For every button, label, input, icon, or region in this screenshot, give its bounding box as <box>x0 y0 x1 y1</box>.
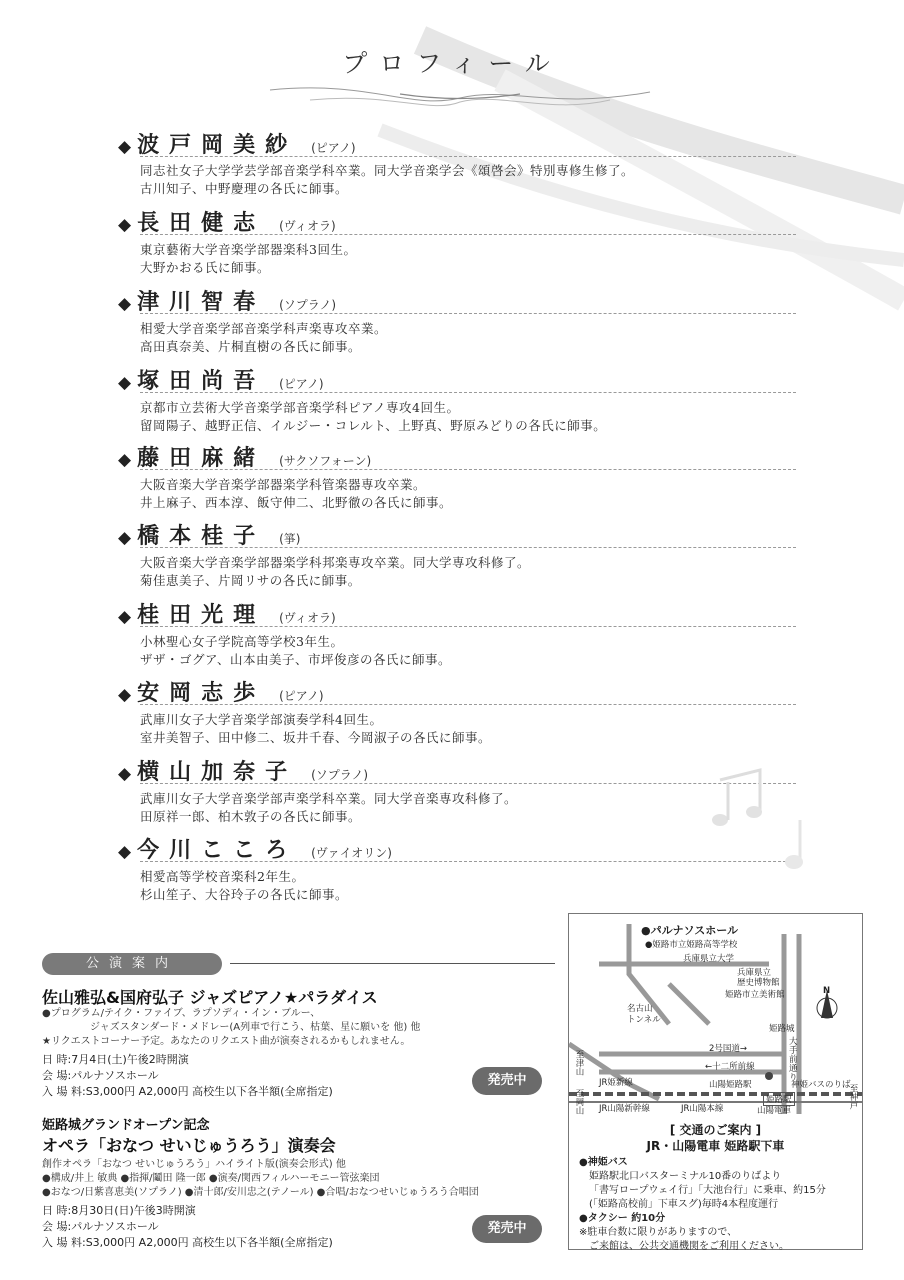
profile-name: 桂田光理 <box>137 603 266 628</box>
profile-bio-line: 留岡陽子、越野正信、イルジー・コレルト、上野真、野原みどりの各氏に師事。 <box>140 418 607 433</box>
profile-instrument: (ヴィオラ) <box>279 219 336 233</box>
map-label-kishin: JR姫新線 <box>599 1078 633 1088</box>
divider <box>230 963 555 964</box>
section-band-concerts: 公演案内 <box>42 953 222 975</box>
north-arrow-icon: N <box>823 986 831 996</box>
on-sale-badge: 発売中 <box>472 1067 542 1095</box>
profile-name: 安岡志歩 <box>137 681 266 706</box>
access-note: ※駐車台数に限りがありますので、 <box>579 1227 738 1238</box>
map-label-route2: 2号国道→ <box>709 1044 748 1054</box>
map-label-nikai: ←十二所前線 <box>705 1062 755 1072</box>
profile-name: 今川こころ <box>137 838 298 863</box>
profile-name: 長田健志 <box>137 211 266 236</box>
profile-name: 藤田麻緒 <box>137 446 266 471</box>
profile-bio-line: 東京藝術大学音楽学部器楽科3回生。 <box>140 242 357 257</box>
profile-bio <box>140 633 451 669</box>
diamond-icon: ◆ <box>118 373 132 393</box>
profile-bio-line: 武庫川女子大学音楽学部声楽学科卒業。同大学音楽専攻科修了。 <box>140 791 518 806</box>
profile-bio-line: 武庫川女子大学音楽学部演奏学科4回生。 <box>140 712 383 727</box>
profile-name-row <box>118 598 336 626</box>
profile-bio-line: 室井美智子、田中修二、坂井千春、今岡淑子の各氏に師事。 <box>140 730 492 745</box>
profile-bio-line: 相愛大学音楽学部音楽学科声楽専攻卒業。 <box>140 321 388 336</box>
profile-bio-line: 杉山笙子、大谷玲子の各氏に師事。 <box>140 887 349 902</box>
event2-detail: ●おなつ/日紫喜恵美(ソプラノ) ●清十郎/安川忠之(テノール) ●合唱/おなつせいじゅうろう合唱団 <box>42 1187 479 1198</box>
diamond-icon: ◆ <box>118 607 132 627</box>
profile-instrument: (ソプラノ) <box>311 768 369 782</box>
profile-bio-line: 古川知子、中野慶理の各氏に師事。 <box>140 181 349 196</box>
profile-name-row <box>118 833 392 861</box>
map-label-tunnel: トンネル <box>627 1015 661 1025</box>
access-main: JR・山陽電車 姫路駅下車 <box>646 1139 785 1153</box>
map-label-sanyo-himeji: 山陽姫路駅 <box>709 1080 752 1090</box>
profile-bio-line: 田原祥一郎、柏木敦子の各氏に師事。 <box>140 809 362 824</box>
profile-bio-line: 京都市立芸術大学音楽学部音楽学科ピアノ専攻4回生。 <box>140 400 460 415</box>
event1-program: ★リクエストコーナー予定。あなたのリクエスト曲が演奏されるかもしれません。 <box>42 1036 411 1047</box>
profile-name: 津川智春 <box>137 290 266 315</box>
music-note-icon <box>700 760 840 880</box>
map-label-castle: 姫路城 <box>769 1024 795 1034</box>
divider <box>140 704 796 705</box>
profile-name-row <box>118 519 300 547</box>
profile-name: 波戸岡美紗 <box>137 133 298 158</box>
map-label-sanyo-dentetsu: 山陽電車 <box>757 1106 792 1116</box>
map-label-museum: 歴史博物館 <box>737 978 780 988</box>
divider <box>140 156 796 157</box>
map-label-tunnel: 名古山 <box>627 1004 653 1014</box>
profile-name-row <box>118 755 368 783</box>
access-bus-line: 「書写ロープウェイ行」「大池台行」に乗車、約15分 <box>589 1185 826 1196</box>
profile-instrument: (ピアノ) <box>311 141 356 155</box>
profile-name-row <box>118 128 356 156</box>
diamond-icon: ◆ <box>118 450 132 470</box>
event1-program: ジャズスタンダード・メドレー(A列車で行こう、枯葉、星に願いを 他) 他 <box>90 1022 421 1033</box>
profile-bio <box>140 554 530 590</box>
map-label-ote-char: 通 <box>789 1064 798 1074</box>
event2-date: 日 時:8月30日(日)午後3時開演 <box>42 1204 196 1217</box>
map-label-artmuseum: 姫路市立美術館 <box>725 990 785 1000</box>
map-label-to-okayama: 至岡山 <box>574 1089 584 1115</box>
profile-bio <box>140 399 606 435</box>
on-sale-badge: 発売中 <box>472 1215 542 1243</box>
event2-price: 入 場 料:S3,000円 A2,000円 高校生以下各半額(全席指定) <box>42 1236 333 1249</box>
profile-bio <box>140 790 517 826</box>
event1-date: 日 時:7月4日(土)午後2時開演 <box>42 1053 189 1066</box>
access-bus-line: (「姫路高校前」下車スグ)毎時4本程度運行 <box>589 1199 779 1210</box>
event2-venue: 会 場:パルナソスホール <box>42 1220 159 1233</box>
map-label-ote <box>789 1038 798 1083</box>
divider <box>140 626 796 627</box>
event2-detail: ●構成/井上 敏典 ●指揮/鬮田 隆一郎 ●演奏/関西フィルハーモニー管弦楽団 <box>42 1173 380 1184</box>
access-map-panel <box>568 913 863 1250</box>
profile-bio-line: 同志社女子大学学芸学部音楽学科卒業。同大学音楽学会《頌啓会》特別専修生修了。 <box>140 163 635 178</box>
divider <box>140 547 796 548</box>
map-label-to-tsuyama: 至津山 <box>574 1050 584 1076</box>
diamond-icon: ◆ <box>118 842 132 862</box>
profile-instrument: (ヴィオラ) <box>279 611 336 625</box>
access-taxi: ●タクシー 約10分 <box>579 1213 666 1224</box>
profile-name-row <box>118 364 324 392</box>
profile-bio-line: 井上麻子、西本淳、飯守伸二、北野徹の各氏に師事。 <box>140 495 453 510</box>
access-bus-line: 姫路駅北口バスターミナル10番のりばより <box>589 1171 782 1182</box>
event2-detail: 創作オペラ「おなつ せいじゅうろう」ハイライト版(演奏会形式) 他 <box>42 1159 346 1170</box>
map-label-school: ●姫路市立姫路高等学校 <box>645 940 738 950</box>
event1-program: ●プログラム/テイク・ファイブ、ラプソディ・イン・ブルー、 <box>42 1008 321 1019</box>
divider <box>140 313 796 314</box>
page-title: プロフィール <box>342 49 562 78</box>
map-label-jr-himeji: 姫路駅 <box>763 1092 795 1106</box>
diamond-icon: ◆ <box>118 685 132 705</box>
title-ornament <box>250 70 670 120</box>
profile-instrument: (ヴァイオリン) <box>311 846 392 860</box>
map-label-to-kobe: 至神戸 <box>848 1084 858 1110</box>
event2-subtitle: 姫路城グランドオープン記念 <box>42 1118 210 1133</box>
profile-name-row <box>118 441 371 469</box>
profile-name-row <box>118 676 324 704</box>
map-label-shinkansen: JR山陽新幹線 <box>599 1104 650 1114</box>
event1-title: 佐山雅弘&国府弘子 ジャズピアノ★パラダイス <box>42 988 378 1007</box>
divider <box>140 469 796 470</box>
profile-name: 横山加奈子 <box>137 760 298 785</box>
event1-price: 入 場 料:S3,000円 A2,000円 高校生以下各半額(全席指定) <box>42 1085 333 1098</box>
event2-title: オペラ「おなつ せいじゅうろう」演奏会 <box>42 1136 336 1155</box>
profile-instrument: (ピアノ) <box>279 689 324 703</box>
access-note: ご来館は、公共交通機関をご利用ください。 <box>589 1241 789 1252</box>
map-label-honsen: JR山陽本線 <box>681 1104 724 1114</box>
divider <box>140 783 796 784</box>
profile-bio-line: 小林聖心女子学院高等学校3年生。 <box>140 634 344 649</box>
profile-bio-line: 大野かおる氏に師事。 <box>140 260 271 275</box>
profile-name-row <box>118 206 336 234</box>
divider <box>140 861 796 862</box>
profile-bio-line: 大阪音楽大学音楽学部器楽学科邦楽専攻卒業。同大学専攻科修了。 <box>140 555 531 570</box>
profile-bio-line: 菊佳恵美子、片岡リサの各氏に師事。 <box>140 573 361 588</box>
divider <box>140 392 796 393</box>
diamond-icon: ◆ <box>118 528 132 548</box>
diamond-icon: ◆ <box>118 294 132 314</box>
map-label-museum: 兵庫県立 <box>737 968 772 978</box>
profile-instrument: (ソプラノ) <box>279 298 337 312</box>
map-label-ote-char: 大 <box>789 1037 798 1047</box>
profile-instrument: (ピアノ) <box>279 377 324 391</box>
divider <box>140 234 796 235</box>
profile-name: 塚田尚吾 <box>137 369 266 394</box>
map-label-ote-char: 前 <box>789 1055 798 1065</box>
map-label-ote-char: り <box>789 1073 798 1083</box>
access-bus-heading: ●神姫バス <box>579 1157 628 1168</box>
profile-bio-line: 相愛高等学校音楽科2年生。 <box>140 869 305 884</box>
profile-bio <box>140 162 634 198</box>
profile-bio-line: 大阪音楽大学音楽学部器楽学科管楽器専攻卒業。 <box>140 477 427 492</box>
access-title: [ 交通のご案内 ] <box>669 1123 762 1137</box>
profile-bio <box>140 320 387 356</box>
profile-bio <box>140 241 356 277</box>
map-label-ote-char: 手 <box>789 1046 798 1056</box>
profile-name: 橋本桂子 <box>137 524 266 549</box>
profile-bio <box>140 868 348 904</box>
profile-instrument: (箏) <box>279 532 301 546</box>
map-label-univ: 兵庫県立大学 <box>683 954 735 964</box>
profile-instrument: (サクソフォーン) <box>279 454 372 468</box>
map-label-bus-stop: 神姫バスのりば <box>791 1080 851 1090</box>
diamond-icon: ◆ <box>118 215 132 235</box>
profile-bio-line: 高田真奈美、片桐直樹の各氏に師事。 <box>140 339 362 354</box>
event1-venue: 会 場:パルナソスホール <box>42 1069 159 1082</box>
profile-bio <box>140 711 491 747</box>
profile-bio-line: ザザ・ゴグア、山本由美子、市坪俊彦の各氏に師事。 <box>140 652 452 667</box>
map-label-hall: ●パルナソスホール <box>641 924 739 937</box>
diamond-icon: ◆ <box>118 137 132 157</box>
profile-bio <box>140 476 452 512</box>
diamond-icon: ◆ <box>118 764 132 784</box>
profile-name-row <box>118 285 336 313</box>
